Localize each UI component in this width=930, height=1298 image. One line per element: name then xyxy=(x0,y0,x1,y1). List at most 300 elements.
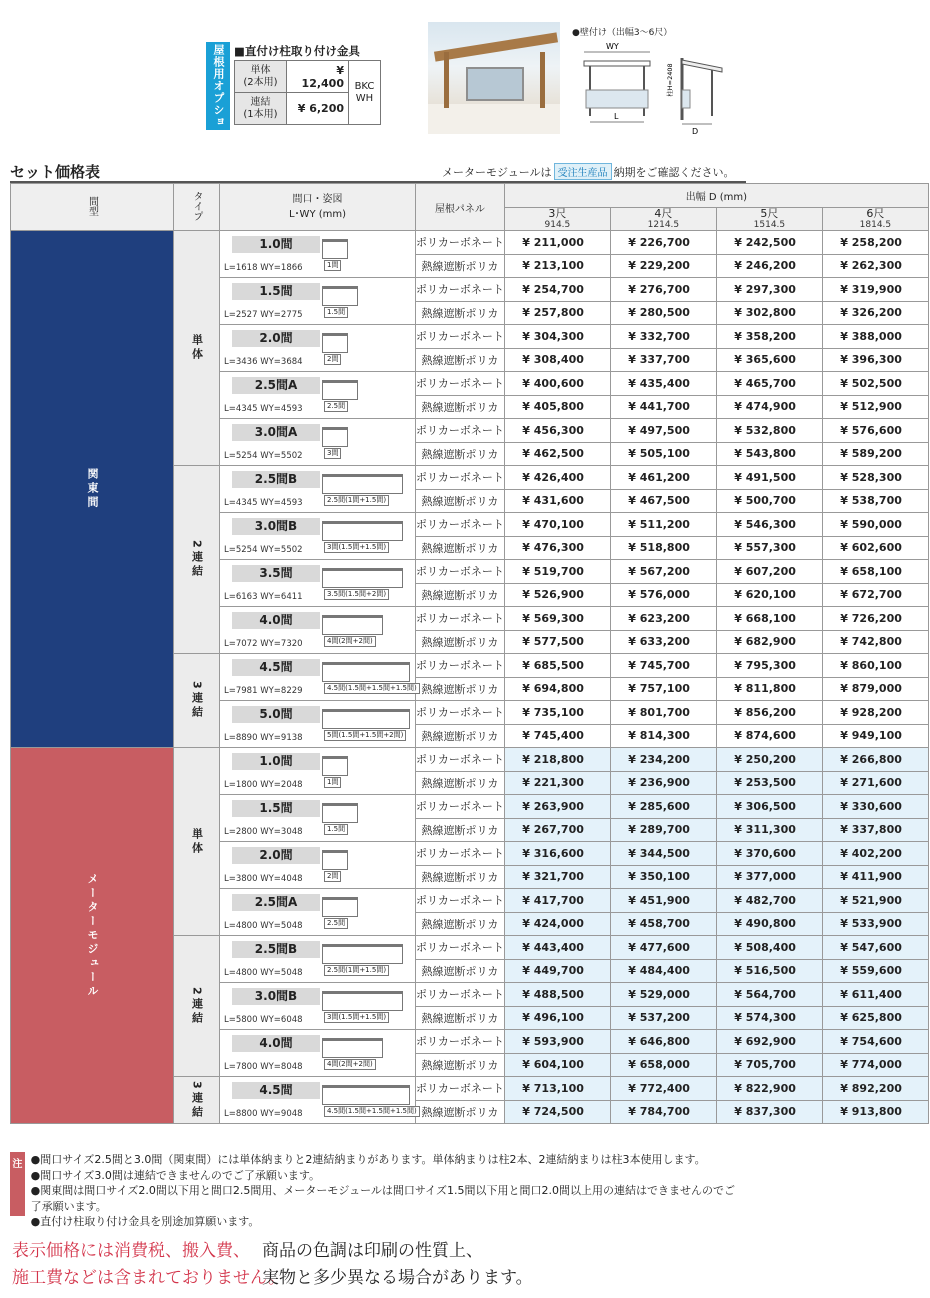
price-cell: ¥ 602,600 xyxy=(822,536,928,560)
size-name: 4.0間 xyxy=(232,1035,320,1052)
price-cell: ¥ 569,300 xyxy=(504,607,610,631)
canopy-shape-icon xyxy=(322,474,403,504)
price-cell: ¥ 213,100 xyxy=(504,254,610,278)
size-dimension: L=4800 WY=5048 xyxy=(224,921,303,931)
panel-type: 熱線遮断ポリカ xyxy=(416,818,505,842)
option-title: ■直付け柱取り付け金具 xyxy=(234,44,360,58)
size-cell xyxy=(220,607,416,654)
price-cell: ¥ 658,000 xyxy=(610,1053,716,1077)
note-line: ●間口サイズ2.5間と3.0間（関東間）には単体納まりと2連結納まりがあります。単体納まりは柱2本、2連結納まりは柱3本使用します。 xyxy=(30,1153,706,1166)
panel-type: 熱線遮断ポリカ xyxy=(416,395,505,419)
canopy-shape-icon xyxy=(322,850,348,880)
canopy-shape-icon xyxy=(322,568,403,598)
price-cell: ¥ 254,700 xyxy=(504,278,610,302)
type-label: 2連結 xyxy=(174,936,220,1077)
panel-type: 熱線遮断ポリカ xyxy=(416,865,505,889)
size-cell xyxy=(220,936,416,983)
panel-type: ポリカーボネート xyxy=(416,654,505,678)
price-cell: ¥ 276,700 xyxy=(610,278,716,302)
price-cell: ¥ 482,700 xyxy=(716,889,822,913)
price-cell: ¥ 330,600 xyxy=(822,795,928,819)
note-pre: メーターモジュールは xyxy=(442,166,552,179)
size-dimension: L=4345 WY=4593 xyxy=(224,404,303,414)
price-cell: ¥ 547,600 xyxy=(822,936,928,960)
price-cell: ¥ 370,600 xyxy=(716,842,822,866)
panel-type: ポリカーボネート xyxy=(416,748,505,772)
price-cell: ¥ 319,900 xyxy=(822,278,928,302)
price-cell: ¥ 441,700 xyxy=(610,395,716,419)
price-cell: ¥ 607,200 xyxy=(716,560,822,584)
price-cell: ¥ 589,200 xyxy=(822,442,928,466)
price-cell: ¥ 400,600 xyxy=(504,372,610,396)
table-row xyxy=(11,748,929,772)
panel-type: ポリカーボネート xyxy=(416,419,505,443)
panel-type: 熱線遮断ポリカ xyxy=(416,1006,505,1030)
panel-type: ポリカーボネート xyxy=(416,1077,505,1101)
panel-type: ポリカーボネート xyxy=(416,513,505,537)
panel-type: 熱線遮断ポリカ xyxy=(416,583,505,607)
canopy-shape-label: 5間(1.5間+1.5間+2間) xyxy=(324,730,406,741)
canopy-shape-icon xyxy=(322,709,410,739)
price-cell: ¥ 470,100 xyxy=(504,513,610,537)
size-name: 2.5間B xyxy=(232,471,320,488)
panel-type: 熱線遮断ポリカ xyxy=(416,301,505,325)
header-d-col xyxy=(504,207,610,231)
header-d-mm: 1514.5 xyxy=(753,219,786,230)
canopy-shape-icon xyxy=(322,333,348,363)
price-cell: ¥ 306,500 xyxy=(716,795,822,819)
price-cell: ¥ 332,700 xyxy=(610,325,716,349)
price-cell: ¥ 682,900 xyxy=(716,630,822,654)
canopy-shape-label: 1.5間 xyxy=(324,824,348,835)
size-dimension: L=2800 WY=3048 xyxy=(224,827,303,837)
price-cell: ¥ 512,900 xyxy=(822,395,928,419)
size-cell xyxy=(220,748,416,795)
price-cell: ¥ 344,500 xyxy=(610,842,716,866)
size-name: 2.5間B xyxy=(232,941,320,958)
price-cell: ¥ 297,300 xyxy=(716,278,822,302)
size-cell xyxy=(220,325,416,372)
color-notice-line: 商品の色調は印刷の性質上、 xyxy=(262,1241,483,1261)
price-cell: ¥ 511,200 xyxy=(610,513,716,537)
header-type-text: タイプ xyxy=(191,190,202,221)
option-price-single: ¥ 12,400 xyxy=(287,61,349,93)
canopy-shape-icon xyxy=(322,239,348,269)
header-d-name: 5尺 xyxy=(760,206,779,220)
panel-type: ポリカーボネート xyxy=(416,466,505,490)
price-cell: ¥ 508,400 xyxy=(716,936,822,960)
price-cell: ¥ 449,700 xyxy=(504,959,610,983)
price-cell: ¥ 754,600 xyxy=(822,1030,928,1054)
price-cell: ¥ 576,000 xyxy=(610,583,716,607)
canopy-shape-icon xyxy=(322,897,358,927)
size-name: 1.5間 xyxy=(232,800,320,817)
option-price-joint: ¥ 6,200 xyxy=(287,93,349,125)
price-cell: ¥ 505,100 xyxy=(610,442,716,466)
size-dimension: L=4800 WY=5048 xyxy=(224,968,303,978)
size-name: 3.5間 xyxy=(232,565,320,582)
price-cell: ¥ 538,700 xyxy=(822,489,928,513)
canopy-shape-icon xyxy=(322,803,358,833)
price-cell: ¥ 772,400 xyxy=(610,1077,716,1101)
panel-type: 熱線遮断ポリカ xyxy=(416,724,505,748)
size-dimension: L=6163 WY=6411 xyxy=(224,592,303,602)
panel-type: 熱線遮断ポリカ xyxy=(416,442,505,466)
size-name: 1.5間 xyxy=(232,283,320,300)
price-cell: ¥ 745,700 xyxy=(610,654,716,678)
size-name: 4.5間 xyxy=(232,1082,320,1099)
option-side-label: 屋根用オプション xyxy=(206,42,230,130)
size-cell xyxy=(220,1077,416,1124)
size-dimension: L=7800 WY=8048 xyxy=(224,1062,303,1072)
price-cell: ¥ 502,500 xyxy=(822,372,928,396)
size-cell xyxy=(220,795,416,842)
price-cell: ¥ 559,600 xyxy=(822,959,928,983)
option-label-single: 単体 (2本用) xyxy=(235,61,287,93)
type-label: 単体 xyxy=(174,231,220,466)
canopy-shape-icon xyxy=(322,427,348,457)
price-cell: ¥ 692,900 xyxy=(716,1030,822,1054)
header-d-name: 6尺 xyxy=(866,206,885,220)
price-cell: ¥ 526,900 xyxy=(504,583,610,607)
price-cell: ¥ 668,100 xyxy=(716,607,822,631)
canopy-shape-label: 3間(1.5間+1.5間) xyxy=(324,1012,389,1023)
price-cell: ¥ 304,300 xyxy=(504,325,610,349)
price-cell: ¥ 467,500 xyxy=(610,489,716,513)
price-cell: ¥ 289,700 xyxy=(610,818,716,842)
panel-type: 熱線遮断ポリカ xyxy=(416,536,505,560)
price-cell: ¥ 745,400 xyxy=(504,724,610,748)
panel-type: ポリカーボネート xyxy=(416,936,505,960)
size-dimension: L=3436 WY=3684 xyxy=(224,357,303,367)
canopy-shape-icon xyxy=(322,944,403,974)
canopy-shape-icon xyxy=(322,1038,383,1068)
canopy-shape-label: 4間(2間+2間) xyxy=(324,1059,376,1070)
diagram-h: 柱H=2408 xyxy=(666,63,674,97)
price-cell: ¥ 532,800 xyxy=(716,419,822,443)
size-cell xyxy=(220,1030,416,1077)
price-cell: ¥ 426,400 xyxy=(504,466,610,490)
price-cell: ¥ 431,600 xyxy=(504,489,610,513)
header-group-text: 間型 xyxy=(86,195,98,216)
panel-type: 熱線遮断ポリカ xyxy=(416,677,505,701)
price-cell: ¥ 726,200 xyxy=(822,607,928,631)
price-cell: ¥ 567,200 xyxy=(610,560,716,584)
canopy-shape-label: 1間 xyxy=(324,260,341,271)
price-cell: ¥ 856,200 xyxy=(716,701,822,725)
price-cell: ¥ 713,100 xyxy=(504,1077,610,1101)
group-label: メーターモジュール xyxy=(11,748,174,1124)
size-name: 3.0間A xyxy=(232,424,320,441)
price-cell: ¥ 500,700 xyxy=(716,489,822,513)
price-cell: ¥ 564,700 xyxy=(716,983,822,1007)
size-name: 2.0間 xyxy=(232,847,320,864)
size-name: 4.5間 xyxy=(232,659,320,676)
header-d-col xyxy=(610,207,716,231)
size-cell xyxy=(220,278,416,325)
size-cell xyxy=(220,654,416,701)
notes-tag: 注 xyxy=(10,1152,25,1216)
price-cell: ¥ 577,500 xyxy=(504,630,610,654)
size-cell xyxy=(220,842,416,889)
price-cell: ¥ 742,800 xyxy=(822,630,928,654)
canopy-shape-label: 2間 xyxy=(324,354,341,365)
price-cell: ¥ 456,300 xyxy=(504,419,610,443)
table-row xyxy=(11,231,929,255)
header-d-mm: 1214.5 xyxy=(647,219,680,230)
price-cell: ¥ 458,700 xyxy=(610,912,716,936)
note-line: ●関東間は間口サイズ2.0間以下用と間口2.5間用、メーターモジュールは間口サイズ1.5間以下用と間口2.0間以上用の連結はできませんのでご了承願います。 xyxy=(30,1184,736,1213)
price-cell: ¥ 892,200 xyxy=(822,1077,928,1101)
section-title: セット価格表 xyxy=(10,163,101,181)
canopy-shape-icon xyxy=(322,662,417,692)
panel-type: ポリカーボネート xyxy=(416,560,505,584)
panel-type: ポリカーボネート xyxy=(416,889,505,913)
price-cell: ¥ 620,100 xyxy=(716,583,822,607)
price-cell: ¥ 590,000 xyxy=(822,513,928,537)
price-cell: ¥ 874,600 xyxy=(716,724,822,748)
size-cell xyxy=(220,983,416,1030)
price-cell: ¥ 337,700 xyxy=(610,348,716,372)
size-cell xyxy=(220,701,416,748)
panel-type: 熱線遮断ポリカ xyxy=(416,1053,505,1077)
price-cell: ¥ 465,700 xyxy=(716,372,822,396)
option-label-joint: 連結 (1本用) xyxy=(235,93,287,125)
price-cell: ¥ 229,200 xyxy=(610,254,716,278)
price-cell: ¥ 321,700 xyxy=(504,865,610,889)
price-cell: ¥ 811,800 xyxy=(716,677,822,701)
type-label: 単体 xyxy=(174,748,220,936)
price-cell: ¥ 623,200 xyxy=(610,607,716,631)
price-cell: ¥ 490,800 xyxy=(716,912,822,936)
canopy-shape-label: 1.5間 xyxy=(324,307,348,318)
price-cell: ¥ 658,100 xyxy=(822,560,928,584)
price-cell: ¥ 267,700 xyxy=(504,818,610,842)
panel-type: ポリカーボネート xyxy=(416,842,505,866)
price-cell: ¥ 337,800 xyxy=(822,818,928,842)
canopy-shape-icon xyxy=(322,380,358,410)
panel-type: 熱線遮断ポリカ xyxy=(416,630,505,654)
price-cell: ¥ 801,700 xyxy=(610,701,716,725)
price-cell: ¥ 424,000 xyxy=(504,912,610,936)
size-name: 2.5間A xyxy=(232,894,320,911)
price-cell: ¥ 784,700 xyxy=(610,1100,716,1124)
size-dimension: L=4345 WY=4593 xyxy=(224,498,303,508)
size-name: 1.0間 xyxy=(232,236,320,253)
canopy-shape-label: 3.5間(1.5間+2間) xyxy=(324,589,389,600)
price-cell: ¥ 735,100 xyxy=(504,701,610,725)
size-cell xyxy=(220,889,416,936)
size-cell xyxy=(220,419,416,466)
price-cell: ¥ 477,600 xyxy=(610,936,716,960)
price-cell: ¥ 518,800 xyxy=(610,536,716,560)
header-group xyxy=(11,184,174,231)
canopy-shape-label: 2.5間 xyxy=(324,401,348,412)
price-cell: ¥ 574,300 xyxy=(716,1006,822,1030)
size-dimension: L=1618 WY=1866 xyxy=(224,263,303,273)
size-dimension: L=2527 WY=2775 xyxy=(224,310,303,320)
diagram-wy: WY xyxy=(606,42,619,51)
canopy-shape-label: 2間 xyxy=(324,871,341,882)
price-cell: ¥ 271,600 xyxy=(822,771,928,795)
panel-type: ポリカーボネート xyxy=(416,983,505,1007)
diagram-l: L xyxy=(614,112,619,121)
header-d-mm: 1814.5 xyxy=(859,219,892,230)
price-cell: ¥ 949,100 xyxy=(822,724,928,748)
price-cell: ¥ 226,700 xyxy=(610,231,716,255)
product-photo xyxy=(428,22,560,134)
price-cell: ¥ 462,500 xyxy=(504,442,610,466)
price-cell: ¥ 557,300 xyxy=(716,536,822,560)
size-cell xyxy=(220,560,416,607)
panel-type: ポリカーボネート xyxy=(416,701,505,725)
price-cell: ¥ 496,100 xyxy=(504,1006,610,1030)
price-cell: ¥ 488,500 xyxy=(504,983,610,1007)
panel-type: ポリカーボネート xyxy=(416,372,505,396)
tax-notice xyxy=(12,1238,285,1292)
canopy-shape-label: 3間 xyxy=(324,448,341,459)
canopy-shape-icon xyxy=(322,756,348,786)
size-cell xyxy=(220,372,416,419)
color-notice xyxy=(262,1238,533,1292)
price-cell: ¥ 402,200 xyxy=(822,842,928,866)
price-cell: ¥ 326,200 xyxy=(822,301,928,325)
price-cell: ¥ 774,000 xyxy=(822,1053,928,1077)
price-cell: ¥ 388,000 xyxy=(822,325,928,349)
price-cell: ¥ 262,300 xyxy=(822,254,928,278)
price-cell: ¥ 218,800 xyxy=(504,748,610,772)
header-d: 出幅 D (mm) xyxy=(504,184,928,208)
price-cell: ¥ 646,800 xyxy=(610,1030,716,1054)
price-cell: ¥ 258,200 xyxy=(822,231,928,255)
price-cell: ¥ 396,300 xyxy=(822,348,928,372)
canopy-shape-icon xyxy=(322,1085,417,1115)
price-cell: ¥ 537,200 xyxy=(610,1006,716,1030)
header-d-mm: 914.5 xyxy=(544,219,571,230)
price-cell: ¥ 411,900 xyxy=(822,865,928,889)
price-cell: ¥ 724,500 xyxy=(504,1100,610,1124)
price-cell: ¥ 257,800 xyxy=(504,301,610,325)
canopy-shape-label: 2.5間(1間+1.5間) xyxy=(324,495,389,506)
notes xyxy=(10,1152,746,1230)
size-name: 1.0間 xyxy=(232,753,320,770)
size-dimension: L=8890 WY=9138 xyxy=(224,733,303,743)
price-cell: ¥ 685,500 xyxy=(504,654,610,678)
price-cell: ¥ 795,300 xyxy=(716,654,822,678)
price-cell: ¥ 516,500 xyxy=(716,959,822,983)
price-cell: ¥ 497,500 xyxy=(610,419,716,443)
panel-type: 熱線遮断ポリカ xyxy=(416,1100,505,1124)
price-cell: ¥ 234,200 xyxy=(610,748,716,772)
price-cell: ¥ 672,700 xyxy=(822,583,928,607)
panel-type: 熱線遮断ポリカ xyxy=(416,771,505,795)
canopy-shape-label: 4.5間(1.5間+1.5間+1.5間) xyxy=(324,1106,420,1117)
option-table xyxy=(234,60,381,125)
price-cell: ¥ 280,500 xyxy=(610,301,716,325)
price-cell: ¥ 246,200 xyxy=(716,254,822,278)
price-cell: ¥ 625,800 xyxy=(822,1006,928,1030)
size-name: 2.0間 xyxy=(232,330,320,347)
dimension-diagram xyxy=(572,28,732,138)
price-cell: ¥ 521,900 xyxy=(822,889,928,913)
price-cell: ¥ 491,500 xyxy=(716,466,822,490)
made-to-order-badge: 受注生産品 xyxy=(554,163,612,180)
size-dimension: L=5800 WY=6048 xyxy=(224,1015,303,1025)
size-cell xyxy=(220,513,416,560)
price-cell: ¥ 474,900 xyxy=(716,395,822,419)
price-cell: ¥ 814,300 xyxy=(610,724,716,748)
header-d-col xyxy=(822,207,928,231)
tax-notice-line: 施工費などは含まれておりません。 xyxy=(12,1268,286,1288)
price-cell: ¥ 405,800 xyxy=(504,395,610,419)
type-label: 3連結 xyxy=(174,654,220,748)
header-d-name: 3尺 xyxy=(548,206,567,220)
panel-type: ポリカーボネート xyxy=(416,231,505,255)
price-cell: ¥ 546,300 xyxy=(716,513,822,537)
price-cell: ¥ 529,000 xyxy=(610,983,716,1007)
color-notice-line: 実物と多少異なる場合があります。 xyxy=(262,1268,533,1288)
canopy-shape-label: 1間 xyxy=(324,777,341,788)
price-cell: ¥ 611,400 xyxy=(822,983,928,1007)
price-cell: ¥ 860,100 xyxy=(822,654,928,678)
price-cell: ¥ 604,100 xyxy=(504,1053,610,1077)
canopy-shape-label: 4間(2間+2間) xyxy=(324,636,376,647)
price-cell: ¥ 302,800 xyxy=(716,301,822,325)
price-cell: ¥ 837,300 xyxy=(716,1100,822,1124)
option-block xyxy=(188,42,381,130)
price-table xyxy=(10,183,929,1124)
panel-type: ポリカーボネート xyxy=(416,1030,505,1054)
price-cell: ¥ 528,300 xyxy=(822,466,928,490)
header-size: 間口・姿図 L･WY (mm) xyxy=(220,184,416,231)
price-cell: ¥ 757,100 xyxy=(610,677,716,701)
panel-type: ポリカーボネート xyxy=(416,325,505,349)
price-cell: ¥ 633,200 xyxy=(610,630,716,654)
canopy-shape-icon xyxy=(322,286,358,316)
price-cell: ¥ 377,000 xyxy=(716,865,822,889)
canopy-shape-icon xyxy=(322,615,383,645)
price-cell: ¥ 928,200 xyxy=(822,701,928,725)
size-dimension: L=3800 WY=4048 xyxy=(224,874,303,884)
price-cell: ¥ 308,400 xyxy=(504,348,610,372)
price-cell: ¥ 519,700 xyxy=(504,560,610,584)
price-cell: ¥ 879,000 xyxy=(822,677,928,701)
price-cell: ¥ 543,800 xyxy=(716,442,822,466)
canopy-shape-icon xyxy=(322,521,403,551)
header-panel: 屋根パネル xyxy=(416,184,505,231)
panel-type: ポリカーボネート xyxy=(416,278,505,302)
panel-type: ポリカーボネート xyxy=(416,795,505,819)
price-cell: ¥ 593,900 xyxy=(504,1030,610,1054)
price-cell: ¥ 263,900 xyxy=(504,795,610,819)
price-cell: ¥ 316,600 xyxy=(504,842,610,866)
size-dimension: L=5254 WY=5502 xyxy=(224,451,303,461)
size-name: 2.5間A xyxy=(232,377,320,394)
size-cell xyxy=(220,231,416,278)
diagram-caption: ●壁付け（出幅3～6尺） xyxy=(572,28,673,38)
panel-type: 熱線遮断ポリカ xyxy=(416,959,505,983)
price-cell: ¥ 211,000 xyxy=(504,231,610,255)
price-cell: ¥ 484,400 xyxy=(610,959,716,983)
size-dimension: L=8800 WY=9048 xyxy=(224,1109,303,1119)
panel-type: 熱線遮断ポリカ xyxy=(416,348,505,372)
note-line: ●直付け柱取り付け金具を別途加算願います。 xyxy=(30,1215,260,1228)
panel-type: 熱線遮断ポリカ xyxy=(416,912,505,936)
option-colors: BKC WH xyxy=(349,61,381,125)
note-line: ●間口サイズ3.0間は連結できませんのでご了承願います。 xyxy=(30,1168,321,1182)
price-cell: ¥ 533,900 xyxy=(822,912,928,936)
header-d-name: 4尺 xyxy=(654,206,673,220)
